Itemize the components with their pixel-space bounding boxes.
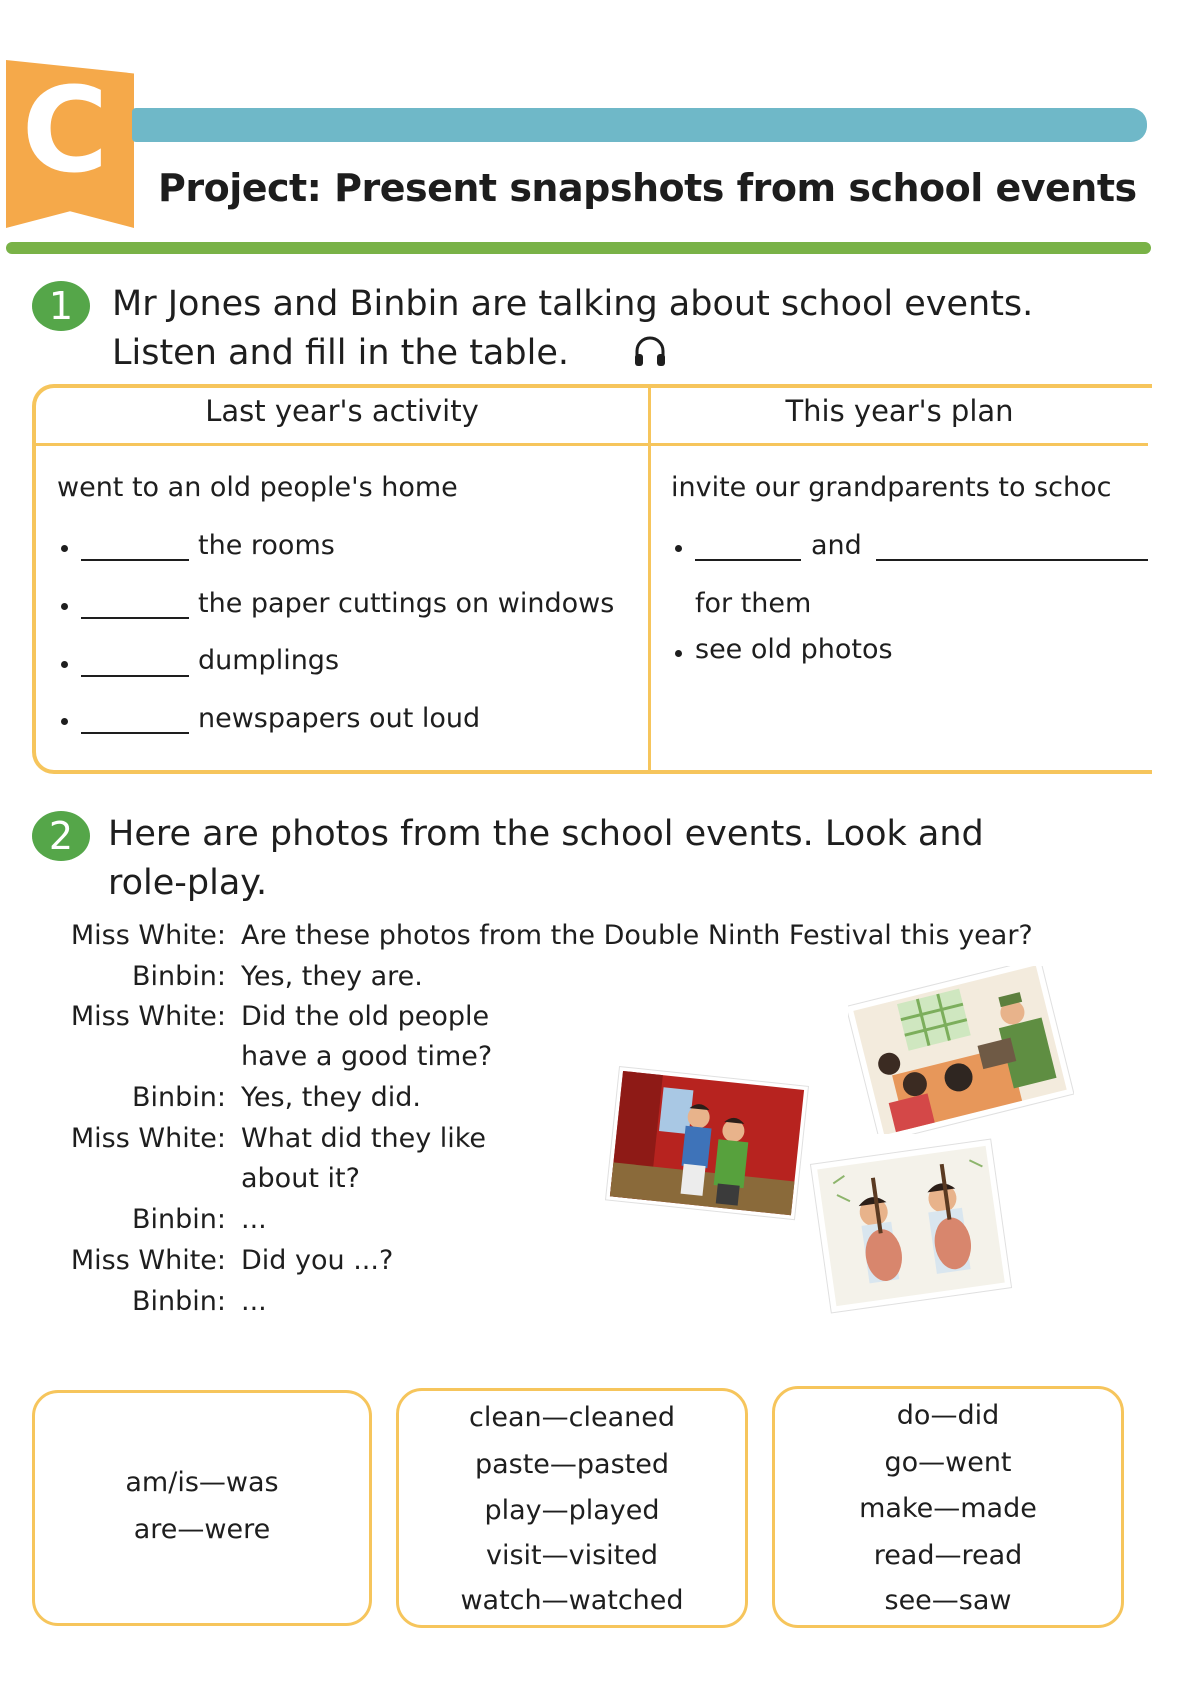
word-pair: visit—visited [485,1540,659,1571]
dialogue-line: Did the old people [241,1001,490,1032]
table-header-last-year: Last year's activity [205,394,479,428]
word-pair: paste—pasted [474,1449,670,1480]
section-1-instruction-line2: Listen and fill in the table. [112,333,569,373]
dialogue-line: Did you ...? [241,1245,394,1276]
left-item: newspapers out loud [198,703,481,734]
answer-blank[interactable] [81,617,189,619]
word-pair: make—made [859,1493,1037,1524]
answer-blank[interactable] [81,675,189,677]
photo-stage-performance [598,1062,814,1224]
headphones-icon[interactable] [632,333,668,369]
table-header-divider [36,443,1148,446]
left-item: the paper cuttings on windows [198,588,615,619]
header-teal-bar [132,108,1147,142]
right-item: see old photos [695,634,893,665]
word-pair: go—went [884,1447,1012,1478]
left-item: the rooms [198,530,335,561]
dialogue-speaker: Miss White: [70,1123,226,1154]
word-pair: are—were [133,1514,271,1545]
right-item-connector: and [811,530,862,561]
dialogue-line: Are these photos from the Double Ninth Festival this year? [241,920,1033,951]
section-2-instruction-line2: role-play. [108,863,268,903]
answer-blank[interactable] [81,559,189,561]
word-pair: see—saw [884,1585,1012,1616]
word-pair: watch—watched [460,1585,684,1616]
word-pair: play—played [484,1495,660,1526]
dialogue-speaker: Miss White: [70,920,226,951]
bullet [61,661,68,668]
section-badge-letter: C [21,61,109,199]
bullet [61,603,68,610]
word-pair: read—read [873,1540,1023,1571]
dialogue-speaker: Miss White: [70,1001,226,1032]
dialogue-line: ... [241,1204,267,1235]
right-intro: invite our grandparents to schoc [671,472,1112,503]
dialogue-line: What did they like [241,1123,487,1154]
photo-pipa-players [806,1133,1016,1319]
dialogue-speaker: Binbin: [132,1286,226,1317]
left-intro: went to an old people's home [57,472,458,503]
word-pair: do—did [896,1400,1000,1431]
page-title: Project: Present snapshots from school events [158,166,1137,210]
header-green-divider [6,242,1151,254]
bullet [61,718,68,725]
dialogue-speaker: Binbin: [132,1082,226,1113]
dialogue-speaker: Binbin: [132,961,226,992]
dialogue-speaker: Binbin: [132,1204,226,1235]
word-pair: clean—cleaned [469,1402,675,1433]
answer-blank[interactable] [876,559,1148,561]
table-column-divider [648,388,651,770]
bullet [675,545,682,552]
section-2-instruction-line1: Here are photos from the school events. Look and [108,814,984,854]
answer-blank[interactable] [81,732,189,734]
left-item: dumplings [198,645,340,676]
word-pair: am/is—was [125,1467,279,1498]
dialogue-line: Yes, they are. [241,961,423,992]
answer-blank[interactable] [695,559,801,561]
dialogue-speaker: Miss White: [70,1245,226,1276]
word-box-1 [32,1390,372,1626]
section-1-instruction-line1: Mr Jones and Binbin are talking about school events. [112,284,1034,324]
dialogue-line: have a good time? [241,1041,493,1072]
section-1-number: 1 [32,281,90,331]
bullet [675,650,682,657]
dialogue-line: about it? [241,1163,360,1194]
table-header-this-year: This year's plan [785,394,1014,428]
section-2-number: 2 [32,811,90,861]
dialogue-line: Yes, they did. [241,1082,421,1113]
photo-classroom-old-man [848,966,1074,1134]
dialogue-line: ... [241,1286,267,1317]
bullet [61,545,68,552]
right-item-continuation: for them [695,588,812,619]
